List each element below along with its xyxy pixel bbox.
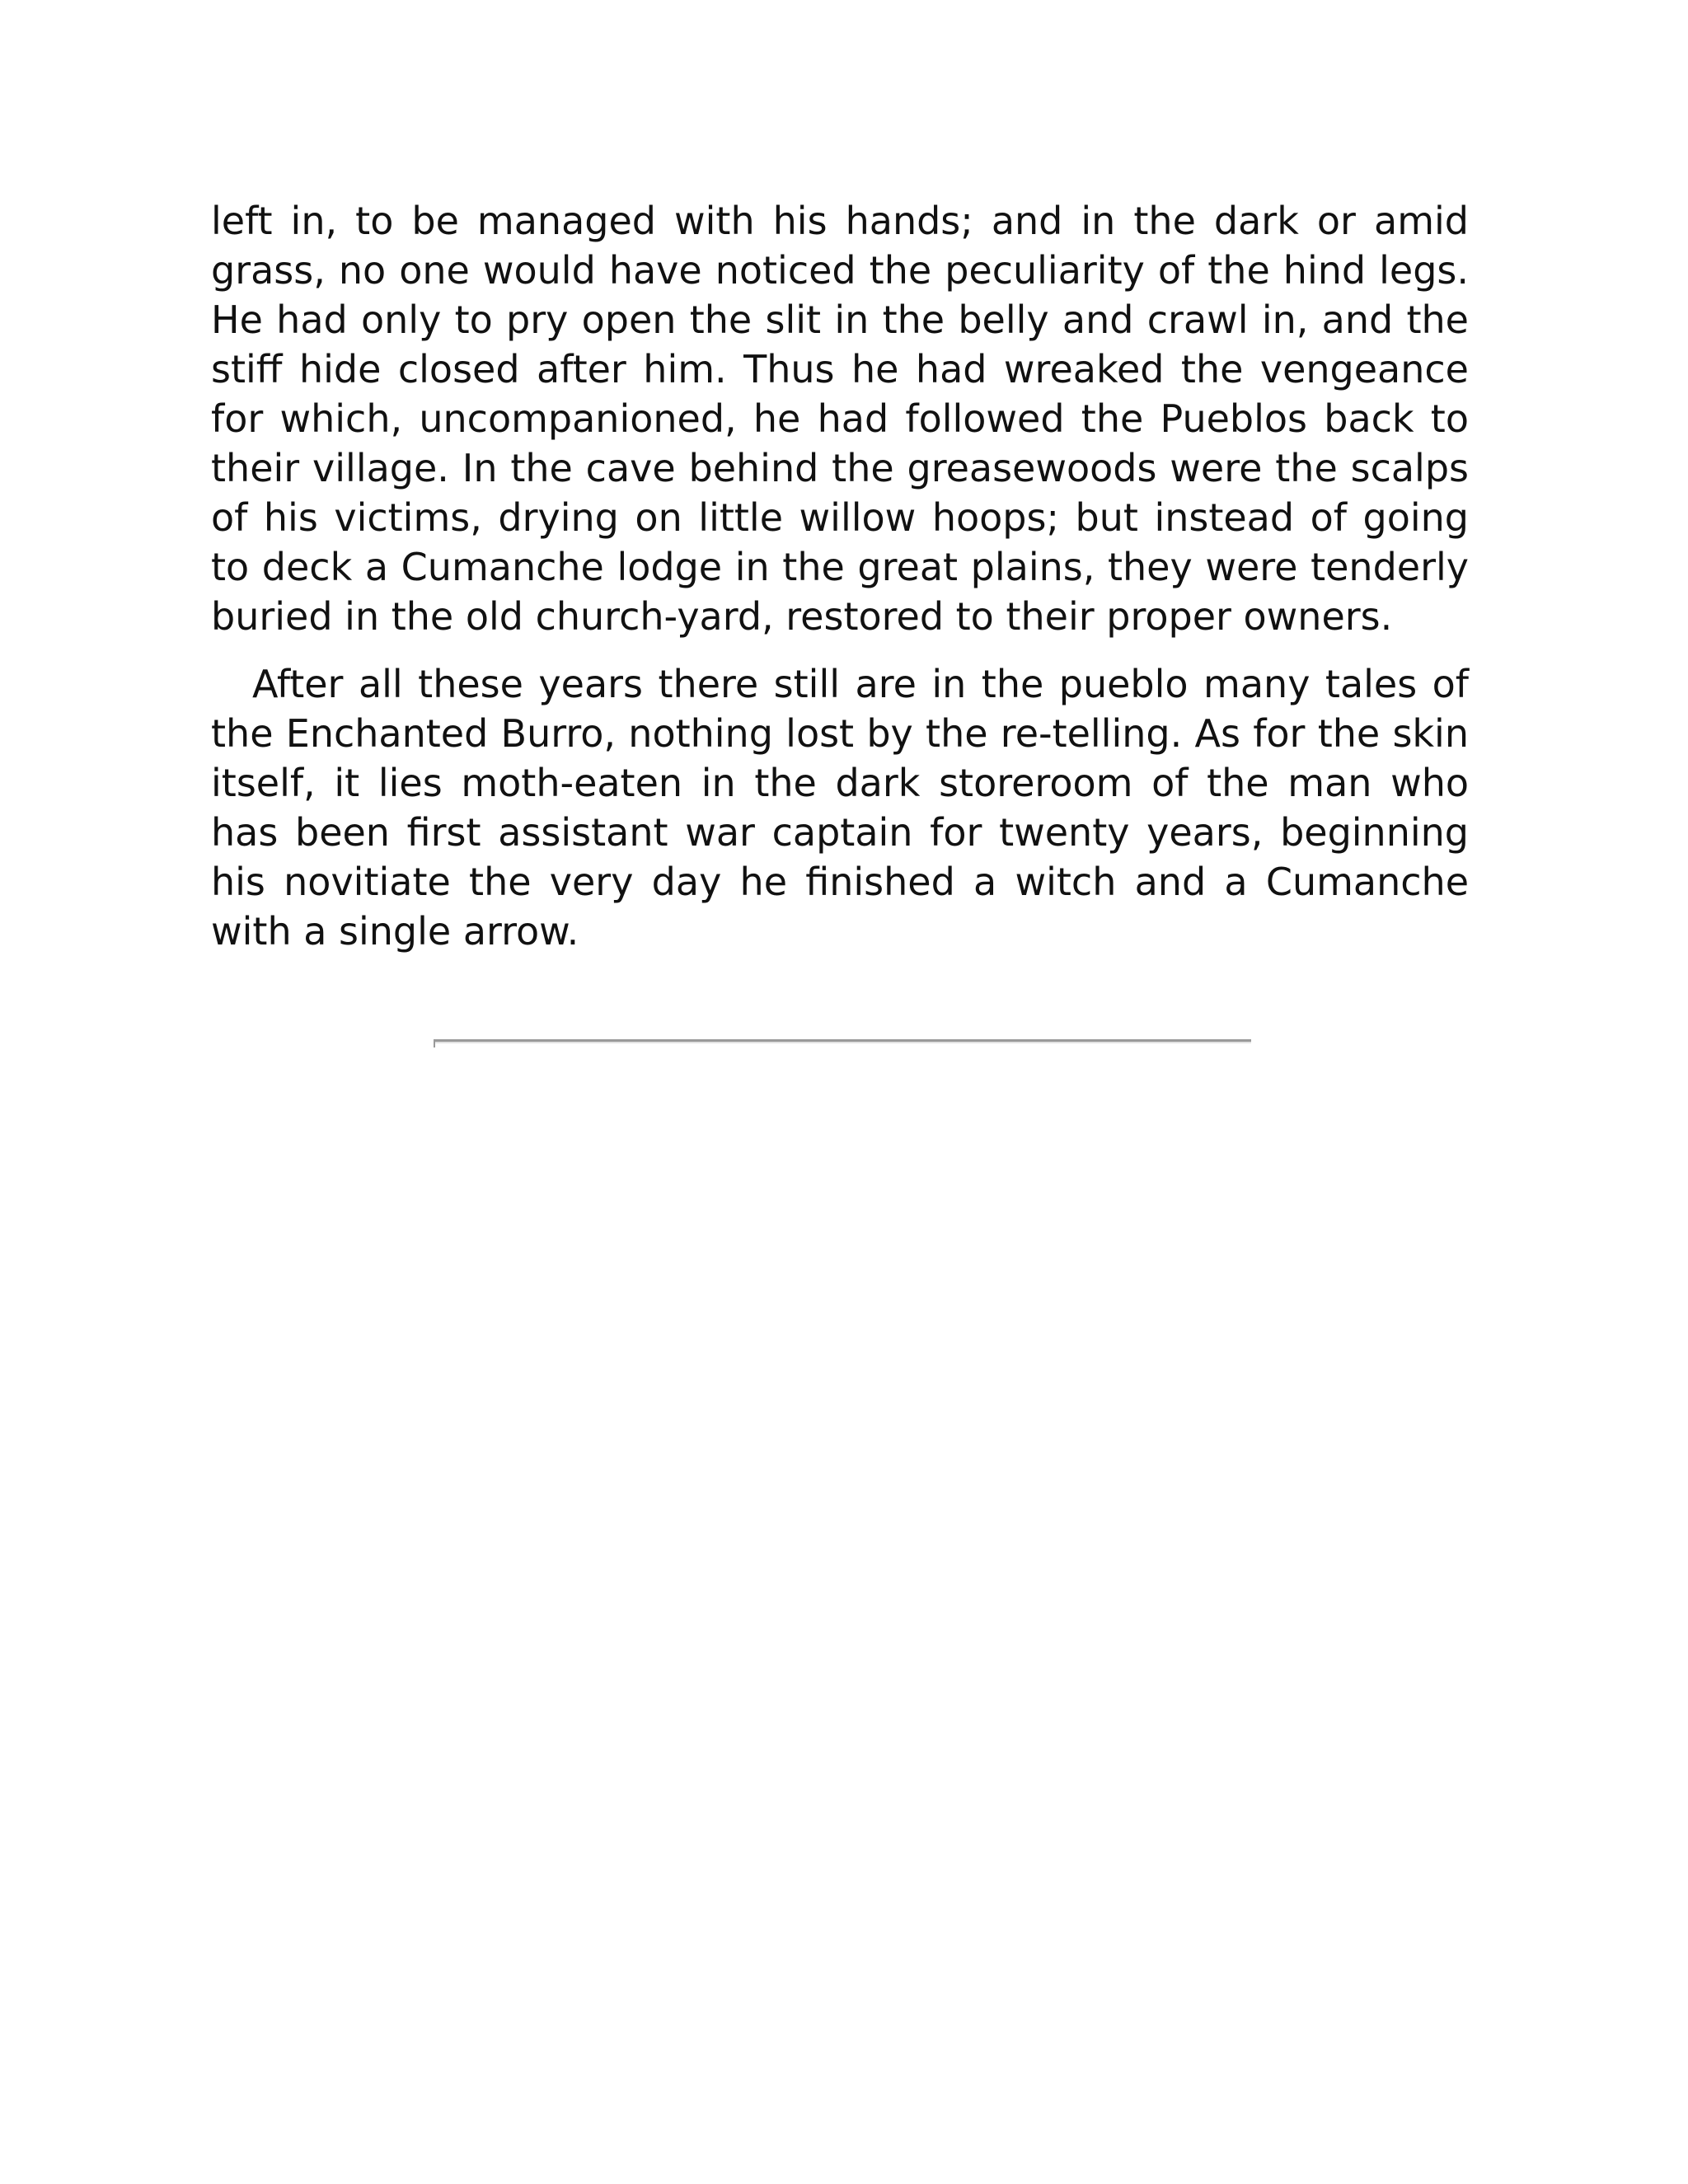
paragraph-1: left in, to be managed with his hands; and in the dark or amid grass, no one would have noticed the peculiarity of the hind legs. He had only to pry open the slit in the belly and crawl in, and the stiff hide closed after him. Thus he had wreaked the vengeance for which, uncompanioned, he had followed the Pueblos back to their village. In the cave behind the greasewoods were the scalps of his victims, drying on little willow hoops; but instead of going to deck a Cumanche lodge in the great plains, they were tenderly buried in the old church-yard, restored to their proper owners. xyxy=(211,199,1469,639)
paragraph-2: After all these years there still are in the pueblo many tales of the Enchanted Burro, nothing lost by the re-telling. As for the skin itself, it lies moth-eaten in the dark storeroom of the man who has been first assistant war captain for twenty years, beginning his novitiate the very day he finished a witch and a Cumanche with a single arrow. xyxy=(211,662,1469,954)
body-text xyxy=(211,196,1469,956)
section-divider xyxy=(434,1039,1251,1043)
